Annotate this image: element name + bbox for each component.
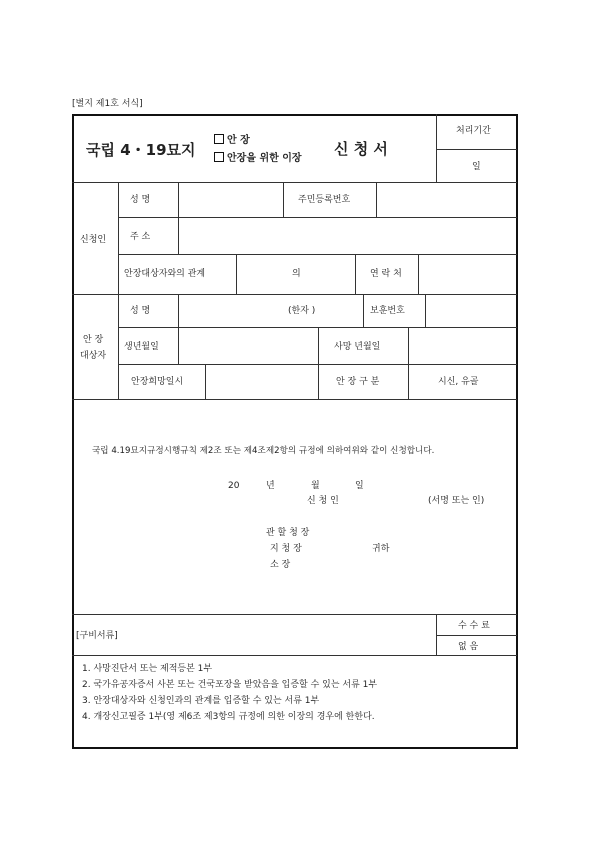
date-day-unit: 일 — [355, 481, 364, 491]
frame-top — [72, 114, 518, 116]
birth-date-field[interactable] — [180, 329, 316, 362]
col-line — [418, 254, 419, 294]
applicant-id-field[interactable] — [378, 184, 514, 215]
col-line — [178, 327, 179, 364]
death-date-field[interactable] — [410, 329, 514, 362]
doc-item: 1. 사망진단서 또는 제적등본 1부 — [82, 664, 213, 674]
burial-date-label: 안장희망일시 — [131, 377, 184, 387]
processing-divider — [436, 114, 437, 182]
frame-bottom — [72, 747, 518, 749]
subject-section-label-1: 안 장 — [83, 335, 104, 345]
subject-divider — [118, 294, 119, 399]
doc-item: 4. 개장신고필증 1부(영 제6조 제3항의 규정에 의한 이장의 경우에 한한다. — [82, 712, 375, 722]
doc-item: 3. 안장대상자와 신청인과의 관계를 입증할 수 있는 서류 1부 — [82, 696, 320, 706]
burial-date-field[interactable] — [207, 366, 316, 397]
applicant-divider — [118, 182, 119, 294]
contact-field[interactable] — [420, 256, 514, 292]
fee-label: 수 수 료 — [458, 621, 490, 631]
processing-mid-line — [436, 149, 517, 150]
title-bottom-line — [72, 182, 517, 183]
col-line — [355, 254, 356, 294]
col-line — [205, 364, 206, 399]
row-line — [118, 254, 517, 255]
date-year[interactable]: 20 — [228, 481, 240, 491]
form-title-suffix: 신 청 서 — [334, 140, 388, 158]
col-line — [178, 294, 179, 327]
subject-name-label: 성 명 — [130, 306, 151, 316]
applicant-address-field[interactable] — [180, 219, 514, 252]
applicant-address-label: 주 소 — [130, 232, 151, 242]
authority-station: 소 장 — [270, 560, 291, 570]
contact-label: 연 락 처 — [370, 269, 402, 279]
col-line — [178, 182, 179, 254]
option-burial-label: 안 장 — [227, 135, 250, 146]
section-line — [72, 614, 517, 615]
applicant-id-label: 주민등록번호 — [298, 195, 351, 205]
col-line — [236, 254, 237, 294]
signature-label[interactable]: (서명 또는 인) — [428, 496, 485, 506]
option-reburial[interactable] — [214, 152, 302, 164]
fee-value: 없 음 — [458, 642, 479, 652]
section-line — [72, 655, 517, 656]
section-line — [72, 399, 517, 400]
checkbox-icon[interactable] — [214, 134, 224, 144]
veteran-number-label: 보훈번호 — [370, 306, 405, 316]
col-line — [408, 327, 409, 364]
required-docs-header: [구비서류] — [76, 631, 118, 641]
birth-date-label: 생년월일 — [124, 342, 159, 352]
veteran-number-field[interactable] — [427, 296, 514, 325]
col-line — [318, 327, 319, 364]
doc-item: 2. 국가유공자증서 사본 또는 건국포장을 받았음을 입증할 수 있는 서류 1부 — [82, 680, 378, 690]
death-date-label: 사망 년월일 — [334, 342, 381, 352]
relation-label: 안장대상자와의 관계 — [124, 269, 206, 279]
declaration-text: 국립 4.19묘지규정시행규칙 제2조 또는 제4조제2항의 규정에 의하여위와 같이 신청합니다. — [92, 446, 435, 456]
date-month-unit: 월 — [311, 481, 320, 491]
applicant-name-label: 성 명 — [130, 195, 151, 205]
form-number-label: [별지 제1호 서식] — [72, 99, 143, 109]
col-line — [408, 364, 409, 399]
processing-period-value: 일 — [472, 162, 481, 172]
frame-right — [516, 114, 518, 749]
addressee-label: 귀하 — [372, 544, 390, 554]
burial-type-value[interactable]: 시신, 유골 — [438, 377, 479, 387]
section-line — [72, 294, 517, 295]
authority-office: 관 할 청 장 — [266, 528, 310, 538]
relation-value[interactable]: 의 — [292, 269, 301, 279]
option-reburial-label: 안장을 위한 이장 — [227, 153, 302, 164]
subject-section-label-2: 대상자 — [80, 351, 107, 361]
date-year-unit: 년 — [266, 481, 275, 491]
col-line — [283, 182, 284, 217]
col-line — [363, 294, 364, 327]
col-line — [376, 182, 377, 217]
col-line — [318, 364, 319, 399]
form-title: 국립 4・19묘지 — [86, 141, 196, 159]
col-line — [425, 294, 426, 327]
checkbox-icon[interactable] — [214, 152, 224, 162]
applicant-name-field[interactable] — [180, 184, 281, 215]
processing-period-label: 처리기간 — [456, 126, 491, 136]
burial-type-label: 안 장 구 분 — [336, 377, 380, 387]
fee-mid-line — [436, 635, 517, 636]
frame-left — [72, 114, 74, 749]
option-burial[interactable] — [214, 134, 250, 146]
applicant-section-label: 신청인 — [80, 235, 107, 245]
subject-hanja-label: (한자 ) — [288, 306, 316, 316]
authority-branch: 지 청 장 — [270, 544, 302, 554]
signer-label: 신 청 인 — [307, 496, 339, 506]
